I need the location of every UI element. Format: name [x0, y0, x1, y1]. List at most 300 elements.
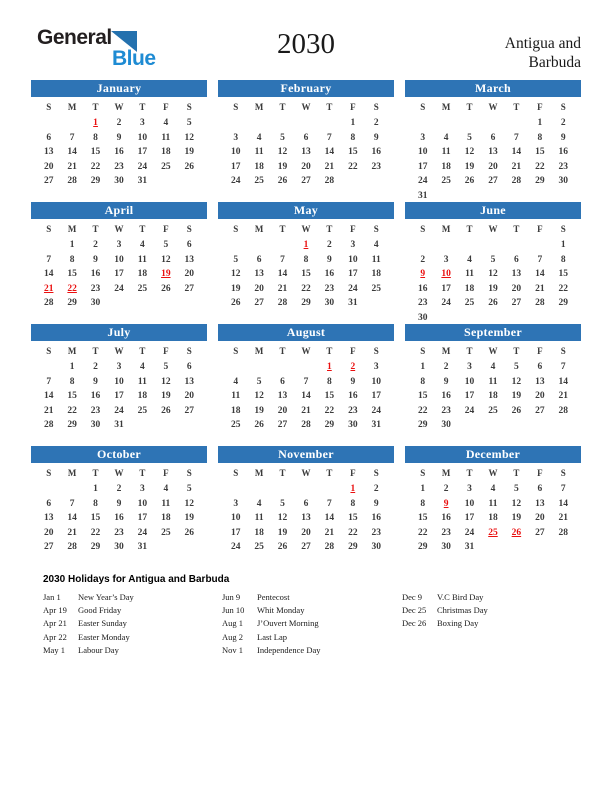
- date-cell: 15: [417, 513, 428, 524]
- holiday-date: Jan 1: [43, 592, 61, 602]
- date-cell: [528, 238, 551, 253]
- date-cell: 2: [373, 484, 379, 495]
- date-cell: 30: [90, 298, 101, 309]
- holiday-entry: [222, 631, 402, 644]
- month-title: April: [31, 202, 207, 219]
- date-cell: 24: [230, 176, 241, 187]
- holiday-date: Aug 2: [222, 631, 244, 642]
- date-cell: 7: [560, 362, 566, 373]
- date-cell: 1: [420, 362, 426, 373]
- holiday-date: Dec 9: [402, 592, 423, 602]
- weekday-label: T: [326, 345, 333, 356]
- date-cell: 28: [324, 176, 335, 187]
- holiday-name: Christmas Day: [437, 605, 488, 616]
- weekday-label: W: [488, 345, 498, 356]
- date-cell: [37, 482, 60, 497]
- date-cell: 23: [417, 298, 428, 309]
- date-cell: 30: [371, 542, 382, 553]
- date-cell: [411, 116, 434, 131]
- weekday-label: M: [254, 467, 264, 478]
- date-cell: 16: [348, 391, 358, 402]
- date-cell: 17: [348, 269, 358, 280]
- date-cell: 11: [441, 147, 451, 158]
- date-cell: 8: [93, 132, 98, 143]
- date-cell: 26: [254, 420, 264, 431]
- date-cell: 14: [43, 391, 54, 402]
- date-cell: 4: [163, 118, 169, 129]
- date-cell: 17: [441, 283, 451, 294]
- date-cell: 5: [490, 254, 496, 265]
- date-cell: 22: [348, 527, 358, 538]
- date-cell: 26: [184, 527, 195, 538]
- month-table: [37, 341, 201, 433]
- weekday-label: T: [92, 467, 99, 478]
- date-cell: 15: [301, 269, 311, 280]
- date-cell: [37, 238, 60, 253]
- weekday-label: S: [420, 345, 426, 356]
- date-cell: [552, 311, 575, 326]
- date-cell: [60, 482, 83, 497]
- date-cell: 19: [161, 269, 171, 280]
- date-cell: 29: [301, 298, 311, 309]
- weekday-label: W: [114, 223, 124, 234]
- holidays-column: [402, 591, 581, 657]
- date-cell: 11: [371, 254, 381, 265]
- date-cell: 4: [256, 498, 262, 509]
- date-cell: 31: [114, 420, 124, 431]
- holiday-name: Labour Day: [78, 644, 119, 655]
- weekday-label: F: [163, 101, 169, 112]
- date-cell: 7: [327, 132, 332, 143]
- date-cell: 29: [324, 420, 335, 431]
- month-title: October: [31, 446, 207, 463]
- date-cell: 25: [488, 527, 498, 538]
- date-cell: 10: [348, 254, 358, 265]
- date-cell: 28: [558, 527, 569, 538]
- date-cell: 5: [186, 484, 192, 495]
- date-cell: 29: [90, 542, 101, 553]
- calendar-grid: [31, 80, 581, 568]
- date-cell: [247, 238, 270, 253]
- date-cell: 4: [233, 376, 239, 387]
- weekday-label: S: [46, 467, 52, 478]
- holiday-name: V.C Bird Day: [437, 592, 484, 602]
- weekday-label: W: [488, 223, 498, 234]
- weekday-label: F: [350, 223, 356, 234]
- date-cell: 10: [464, 498, 475, 509]
- holiday-entry: [43, 631, 222, 644]
- holiday-entry: [402, 604, 581, 617]
- date-cell: 20: [488, 161, 498, 172]
- date-cell: 13: [301, 513, 311, 524]
- date-cell: 29: [558, 298, 569, 309]
- date-cell: [434, 189, 457, 204]
- date-cell: 9: [350, 376, 356, 387]
- date-cell: 21: [301, 405, 311, 416]
- date-cell: 10: [230, 513, 241, 524]
- weekday-label: T: [279, 467, 286, 478]
- date-cell: 13: [301, 147, 311, 158]
- month-table: [37, 463, 201, 555]
- date-cell: 25: [488, 405, 498, 416]
- date-cell: [224, 482, 247, 497]
- date-cell: 22: [67, 283, 77, 294]
- date-cell: 2: [116, 484, 122, 495]
- date-cell: 12: [511, 376, 522, 387]
- date-cell: [154, 540, 177, 555]
- date-cell: [107, 296, 130, 311]
- holiday-date: Dec 25: [402, 605, 427, 616]
- date-cell: 24: [114, 283, 124, 294]
- date-cell: 7: [69, 498, 75, 509]
- date-cell: 28: [277, 298, 288, 309]
- date-cell: 17: [230, 527, 241, 538]
- month-august: [218, 324, 394, 446]
- date-cell: 3: [443, 254, 449, 265]
- date-cell: 25: [161, 161, 171, 172]
- date-cell: 26: [277, 542, 288, 553]
- date-cell: 19: [277, 161, 288, 172]
- date-cell: 23: [441, 405, 451, 416]
- weekday-label: F: [163, 467, 169, 478]
- date-cell: 1: [327, 362, 332, 373]
- month-table: [224, 463, 388, 555]
- date-cell: 24: [464, 527, 475, 538]
- date-cell: [411, 238, 434, 253]
- date-cell: 6: [303, 498, 309, 509]
- weekday-label: F: [350, 101, 356, 112]
- date-cell: 25: [254, 176, 264, 187]
- holiday-date: Nov 1: [222, 644, 244, 655]
- date-cell: 6: [46, 498, 52, 509]
- date-cell: 30: [90, 420, 101, 431]
- date-cell: 30: [417, 312, 428, 323]
- date-cell: 14: [535, 269, 545, 280]
- date-cell: 2: [93, 362, 98, 373]
- date-cell: 29: [90, 176, 101, 187]
- logo-text-blue: Blue: [112, 47, 156, 70]
- date-cell: 21: [558, 513, 569, 524]
- date-cell: 9: [373, 132, 379, 143]
- weekday-label: S: [373, 101, 379, 112]
- date-cell: 24: [230, 542, 241, 553]
- date-cell: [434, 311, 457, 326]
- date-cell: 27: [254, 298, 264, 309]
- date-cell: 18: [371, 269, 382, 280]
- date-cell: 28: [535, 298, 545, 309]
- weekday-label: S: [233, 467, 239, 478]
- weekday-label: W: [114, 345, 124, 356]
- date-cell: [178, 540, 201, 555]
- holiday-date: Jun 9: [222, 592, 241, 602]
- date-cell: 18: [254, 161, 264, 172]
- month-december: [405, 446, 581, 568]
- date-cell: 27: [488, 176, 498, 187]
- date-cell: 26: [161, 405, 171, 416]
- weekday-label: T: [326, 101, 333, 112]
- date-cell: 5: [163, 362, 169, 373]
- date-cell: 8: [93, 498, 98, 509]
- date-cell: 2: [93, 240, 98, 251]
- date-cell: 28: [301, 420, 311, 431]
- holiday-date: Apr 22: [43, 631, 67, 642]
- date-cell: 19: [161, 391, 171, 402]
- weekday-label: S: [233, 345, 239, 356]
- date-cell: [481, 116, 504, 131]
- date-cell: 28: [43, 298, 54, 309]
- holiday-name: Easter Monday: [78, 631, 130, 642]
- date-cell: 3: [116, 240, 122, 251]
- date-cell: 14: [324, 513, 335, 524]
- date-cell: 8: [303, 254, 309, 265]
- date-cell: 15: [417, 391, 428, 402]
- weekday-label: F: [163, 345, 169, 356]
- date-cell: 22: [90, 527, 101, 538]
- weekday-label: S: [420, 101, 426, 112]
- date-cell: 16: [371, 147, 382, 158]
- date-cell: 4: [373, 240, 379, 251]
- date-cell: 14: [43, 269, 54, 280]
- weekday-label: S: [560, 223, 566, 234]
- date-cell: 11: [137, 254, 147, 265]
- weekday-label: F: [537, 345, 543, 356]
- year-title: 2030: [277, 28, 335, 60]
- date-cell: [481, 189, 504, 204]
- month-june: [405, 202, 581, 324]
- holiday-name: J’Ouvert Morning: [257, 618, 319, 629]
- date-cell: 13: [254, 269, 264, 280]
- date-cell: 8: [560, 254, 566, 265]
- month-table: [224, 341, 388, 433]
- date-cell: 7: [514, 132, 519, 143]
- date-cell: 23: [348, 405, 358, 416]
- date-cell: 17: [114, 391, 124, 402]
- date-cell: 29: [417, 542, 428, 553]
- date-cell: 26: [511, 527, 522, 538]
- date-cell: 22: [417, 405, 428, 416]
- date-cell: [481, 418, 504, 433]
- date-cell: [458, 418, 481, 433]
- date-cell: 24: [114, 405, 124, 416]
- date-cell: 17: [464, 391, 475, 402]
- date-cell: 19: [511, 513, 522, 524]
- date-cell: 6: [303, 132, 309, 143]
- date-cell: 5: [280, 132, 285, 143]
- date-cell: 10: [230, 147, 241, 158]
- date-cell: [294, 116, 317, 131]
- date-cell: 11: [488, 376, 498, 387]
- date-cell: 11: [161, 132, 171, 143]
- date-cell: 21: [43, 283, 54, 294]
- date-cell: [552, 189, 575, 204]
- weekday-label: S: [186, 101, 192, 112]
- date-cell: 15: [535, 147, 545, 158]
- date-cell: [131, 296, 154, 311]
- weekday-label: M: [441, 345, 451, 356]
- weekday-label: T: [92, 345, 99, 356]
- date-cell: 25: [441, 176, 451, 187]
- date-cell: 17: [464, 513, 475, 524]
- date-cell: 7: [537, 254, 543, 265]
- weekday-label: T: [92, 223, 99, 234]
- date-cell: 18: [230, 405, 241, 416]
- weekday-label: F: [537, 467, 543, 478]
- date-cell: 20: [301, 527, 311, 538]
- date-cell: 15: [348, 513, 358, 524]
- date-cell: 23: [114, 527, 124, 538]
- date-cell: 31: [137, 542, 148, 553]
- date-cell: [458, 311, 481, 326]
- date-cell: 13: [535, 498, 545, 509]
- date-cell: 23: [324, 283, 335, 294]
- date-cell: 23: [90, 405, 101, 416]
- date-cell: 23: [90, 283, 101, 294]
- holiday-date: Dec 26: [402, 618, 427, 629]
- date-cell: 8: [350, 132, 356, 143]
- weekday-label: S: [373, 467, 379, 478]
- date-cell: [318, 116, 341, 131]
- month-title: September: [405, 324, 581, 341]
- date-cell: 11: [254, 513, 264, 524]
- date-cell: 6: [514, 254, 519, 265]
- date-cell: 8: [537, 132, 543, 143]
- date-cell: 21: [67, 527, 77, 538]
- month-table: [37, 219, 201, 311]
- date-cell: 26: [511, 405, 522, 416]
- page-header: [31, 0, 581, 80]
- date-cell: 22: [324, 405, 335, 416]
- weekday-label: F: [350, 345, 356, 356]
- date-cell: 4: [140, 362, 145, 373]
- date-cell: 16: [324, 269, 335, 280]
- month-april: [31, 202, 207, 324]
- holiday-entry: [43, 644, 222, 657]
- date-cell: 9: [93, 254, 98, 265]
- date-cell: 9: [443, 376, 449, 387]
- month-table: [411, 219, 575, 325]
- date-cell: 28: [324, 542, 335, 553]
- date-cell: 16: [114, 147, 124, 158]
- date-cell: 16: [90, 391, 101, 402]
- date-cell: 30: [558, 176, 569, 187]
- date-cell: 1: [93, 118, 98, 129]
- date-cell: 30: [348, 420, 358, 431]
- date-cell: 26: [277, 176, 288, 187]
- weekday-label: T: [139, 345, 146, 356]
- weekday-label: W: [114, 101, 124, 112]
- weekday-label: S: [420, 223, 426, 234]
- weekday-label: S: [233, 101, 239, 112]
- date-cell: 20: [535, 391, 545, 402]
- date-cell: 6: [280, 376, 285, 387]
- date-cell: 23: [371, 161, 382, 172]
- date-cell: [505, 311, 528, 326]
- date-cell: 8: [420, 376, 426, 387]
- date-cell: [505, 540, 528, 555]
- date-cell: [552, 418, 575, 433]
- date-cell: 2: [350, 362, 356, 373]
- weekday-label: W: [488, 101, 498, 112]
- date-cell: [247, 482, 270, 497]
- date-cell: 24: [441, 298, 451, 309]
- date-cell: 24: [371, 405, 382, 416]
- date-cell: 18: [137, 269, 148, 280]
- date-cell: 1: [303, 240, 309, 251]
- weekday-label: T: [513, 101, 520, 112]
- date-cell: 22: [67, 405, 77, 416]
- month-table: [411, 463, 575, 555]
- date-cell: 10: [441, 269, 451, 280]
- date-cell: 7: [69, 132, 75, 143]
- date-cell: 14: [301, 391, 311, 402]
- date-cell: 10: [464, 376, 475, 387]
- date-cell: [178, 296, 201, 311]
- date-cell: 21: [277, 283, 288, 294]
- weekday-label: M: [67, 101, 77, 112]
- logo-text-general: General: [37, 26, 112, 49]
- date-cell: 11: [254, 147, 264, 158]
- date-cell: 6: [186, 240, 192, 251]
- date-cell: 17: [114, 269, 124, 280]
- date-cell: 1: [93, 484, 98, 495]
- month-october: [31, 446, 207, 568]
- date-cell: 12: [464, 147, 475, 158]
- date-cell: 26: [161, 283, 171, 294]
- date-cell: 12: [184, 498, 195, 509]
- date-cell: 25: [161, 527, 171, 538]
- date-cell: [224, 360, 247, 375]
- date-cell: 20: [277, 405, 288, 416]
- holiday-name: Good Friday: [78, 605, 122, 616]
- date-cell: 30: [441, 542, 451, 553]
- date-cell: 12: [161, 254, 171, 265]
- date-cell: 29: [535, 176, 545, 187]
- weekday-label: T: [513, 223, 520, 234]
- date-cell: [481, 540, 504, 555]
- date-cell: 22: [348, 161, 358, 172]
- date-cell: 16: [558, 147, 569, 158]
- date-cell: 18: [488, 513, 498, 524]
- date-cell: 5: [233, 254, 239, 265]
- weekday-label: T: [513, 467, 520, 478]
- date-cell: 9: [443, 498, 449, 509]
- date-cell: 21: [324, 527, 335, 538]
- date-cell: 4: [140, 240, 145, 251]
- weekday-label: W: [114, 467, 124, 478]
- date-cell: 14: [277, 269, 288, 280]
- date-cell: [505, 189, 528, 204]
- date-cell: 15: [558, 269, 569, 280]
- date-cell: 5: [163, 240, 169, 251]
- date-cell: 10: [137, 132, 148, 143]
- date-cell: 9: [327, 254, 332, 265]
- date-cell: 2: [116, 118, 122, 129]
- date-cell: 8: [327, 376, 332, 387]
- date-cell: 14: [558, 376, 569, 387]
- date-cell: 6: [490, 132, 496, 143]
- date-cell: 15: [90, 513, 101, 524]
- month-title: August: [218, 324, 394, 341]
- weekday-label: S: [373, 345, 379, 356]
- date-cell: 3: [140, 484, 145, 495]
- holiday-entry: [402, 591, 581, 604]
- date-cell: 18: [441, 161, 451, 172]
- date-cell: 5: [280, 498, 285, 509]
- weekday-label: T: [466, 345, 473, 356]
- date-cell: 17: [371, 391, 382, 402]
- weekday-label: T: [139, 101, 146, 112]
- date-cell: 2: [373, 118, 379, 129]
